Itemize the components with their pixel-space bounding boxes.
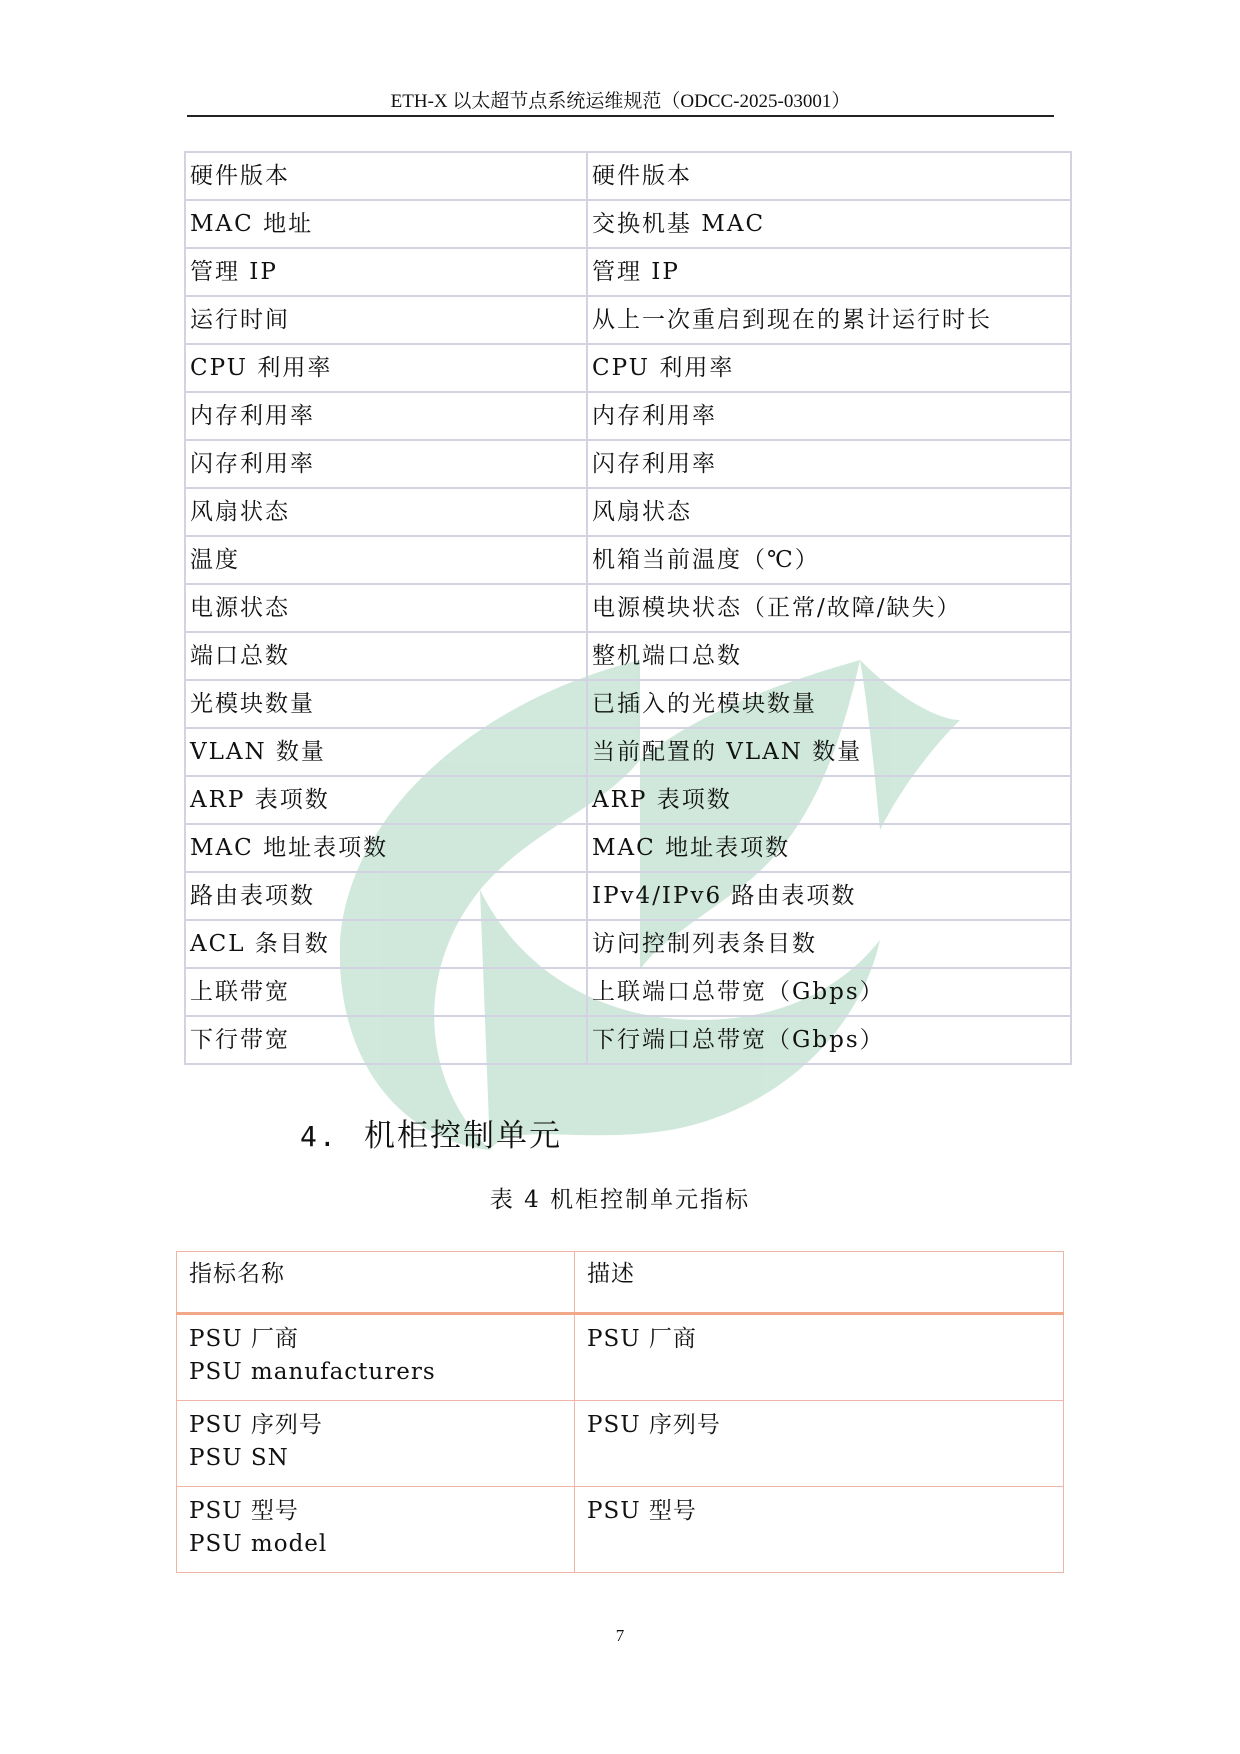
table-header-row bbox=[177, 1252, 1064, 1314]
table-row bbox=[185, 968, 1071, 1016]
metric-name-en: PSU model bbox=[189, 1531, 328, 1557]
table-caption: 表 4 机柜控制单元指标 bbox=[489, 1187, 751, 1213]
metric-description-cell: 风扇状态 bbox=[587, 488, 1071, 536]
table-row bbox=[185, 584, 1071, 632]
metric-name-cell: 下行带宽 bbox=[185, 1016, 587, 1064]
metric-description-cell: 当前配置的 VLAN 数量 bbox=[587, 728, 1071, 776]
table-row bbox=[185, 1016, 1071, 1064]
metric-description-cell: IPv4/IPv6 路由表项数 bbox=[587, 872, 1071, 920]
table-row bbox=[185, 344, 1071, 392]
table-row bbox=[185, 632, 1071, 680]
section-title: 机柜控制单元 bbox=[364, 1118, 562, 1154]
metric-name-cell: 电源状态 bbox=[185, 584, 587, 632]
metric-name-cell: 管理 IP bbox=[185, 248, 587, 296]
metrics-table bbox=[184, 151, 1072, 1065]
section-number: 4. bbox=[300, 1120, 338, 1153]
metric-name-en: PSU SN bbox=[189, 1445, 289, 1471]
metric-name-cell: MAC 地址表项数 bbox=[185, 824, 587, 872]
metric-name-cell: 上联带宽 bbox=[185, 968, 587, 1016]
metric-description-cell: 内存利用率 bbox=[587, 392, 1071, 440]
table-row bbox=[185, 392, 1071, 440]
metric-name-cell: CPU 利用率 bbox=[185, 344, 587, 392]
metric-name-en: PSU manufacturers bbox=[189, 1359, 436, 1385]
table-row bbox=[185, 536, 1071, 584]
metric-description-cell: MAC 地址表项数 bbox=[587, 824, 1071, 872]
metric-name-cell bbox=[177, 1314, 575, 1401]
metric-description-cell: 已插入的光模块数量 bbox=[587, 680, 1071, 728]
table-row bbox=[177, 1314, 1064, 1401]
header-cell-name: 指标名称 bbox=[177, 1252, 575, 1314]
metric-description-cell: 下行端口总带宽（Gbps） bbox=[587, 1016, 1071, 1064]
metric-description-cell: 访问控制列表条目数 bbox=[587, 920, 1071, 968]
cabinet-table bbox=[176, 1251, 1064, 1573]
table-row bbox=[185, 872, 1071, 920]
section-heading bbox=[300, 1112, 562, 1161]
page-number: 7 bbox=[615, 1626, 625, 1645]
table-row bbox=[185, 824, 1071, 872]
table-row bbox=[185, 920, 1071, 968]
metric-name-cell: 硬件版本 bbox=[185, 152, 587, 200]
metric-description-cell: ARP 表项数 bbox=[587, 776, 1071, 824]
table-row bbox=[185, 776, 1071, 824]
metric-name-cell: VLAN 数量 bbox=[185, 728, 587, 776]
metric-name-cn: PSU 型号 bbox=[189, 1498, 299, 1524]
metric-name-cell: MAC 地址 bbox=[185, 200, 587, 248]
table-row bbox=[185, 248, 1071, 296]
metric-description-cell: PSU 厂商 bbox=[575, 1314, 1064, 1401]
metric-name-cell: 温度 bbox=[185, 536, 587, 584]
table-row bbox=[185, 488, 1071, 536]
metric-description-cell: 硬件版本 bbox=[587, 152, 1071, 200]
metric-description-cell: 电源模块状态（正常/故障/缺失） bbox=[587, 584, 1071, 632]
metric-name-cell bbox=[177, 1487, 575, 1573]
metric-name-cell: 闪存利用率 bbox=[185, 440, 587, 488]
metric-name-cell: 运行时间 bbox=[185, 296, 587, 344]
metric-name-cell: 端口总数 bbox=[185, 632, 587, 680]
metric-name-cn: PSU 厂商 bbox=[189, 1326, 299, 1352]
metric-description-cell: 从上一次重启到现在的累计运行时长 bbox=[587, 296, 1071, 344]
metric-name-cell: ACL 条目数 bbox=[185, 920, 587, 968]
metric-description-cell: 机箱当前温度（℃） bbox=[587, 536, 1071, 584]
metric-description-cell: 整机端口总数 bbox=[587, 632, 1071, 680]
metric-name-cell: 风扇状态 bbox=[185, 488, 587, 536]
table-row bbox=[185, 200, 1071, 248]
metric-name-cell: 内存利用率 bbox=[185, 392, 587, 440]
table-row bbox=[177, 1487, 1064, 1573]
metric-description-cell: PSU 序列号 bbox=[575, 1401, 1064, 1487]
header-rule bbox=[187, 115, 1054, 117]
header-cell-description: 描述 bbox=[575, 1252, 1064, 1314]
table-row bbox=[185, 152, 1071, 200]
metric-description-cell: PSU 型号 bbox=[575, 1487, 1064, 1573]
metric-description-cell: CPU 利用率 bbox=[587, 344, 1071, 392]
table-row bbox=[177, 1401, 1064, 1487]
metric-name-cell: ARP 表项数 bbox=[185, 776, 587, 824]
metric-description-cell: 上联端口总带宽（Gbps） bbox=[587, 968, 1071, 1016]
table-row bbox=[185, 728, 1071, 776]
metric-name-cell: 路由表项数 bbox=[185, 872, 587, 920]
metric-name-cn: PSU 序列号 bbox=[189, 1412, 323, 1438]
metric-description-cell: 闪存利用率 bbox=[587, 440, 1071, 488]
metric-description-cell: 交换机基 MAC bbox=[587, 200, 1071, 248]
table-row bbox=[185, 680, 1071, 728]
metric-name-cell: 光模块数量 bbox=[185, 680, 587, 728]
metric-description-cell: 管理 IP bbox=[587, 248, 1071, 296]
table-row bbox=[185, 296, 1071, 344]
metric-name-cell bbox=[177, 1401, 575, 1487]
page-header-title: ETH-X 以太超节点系统运维规范（ODCC-2025-03001） bbox=[390, 91, 851, 112]
table-row bbox=[185, 440, 1071, 488]
